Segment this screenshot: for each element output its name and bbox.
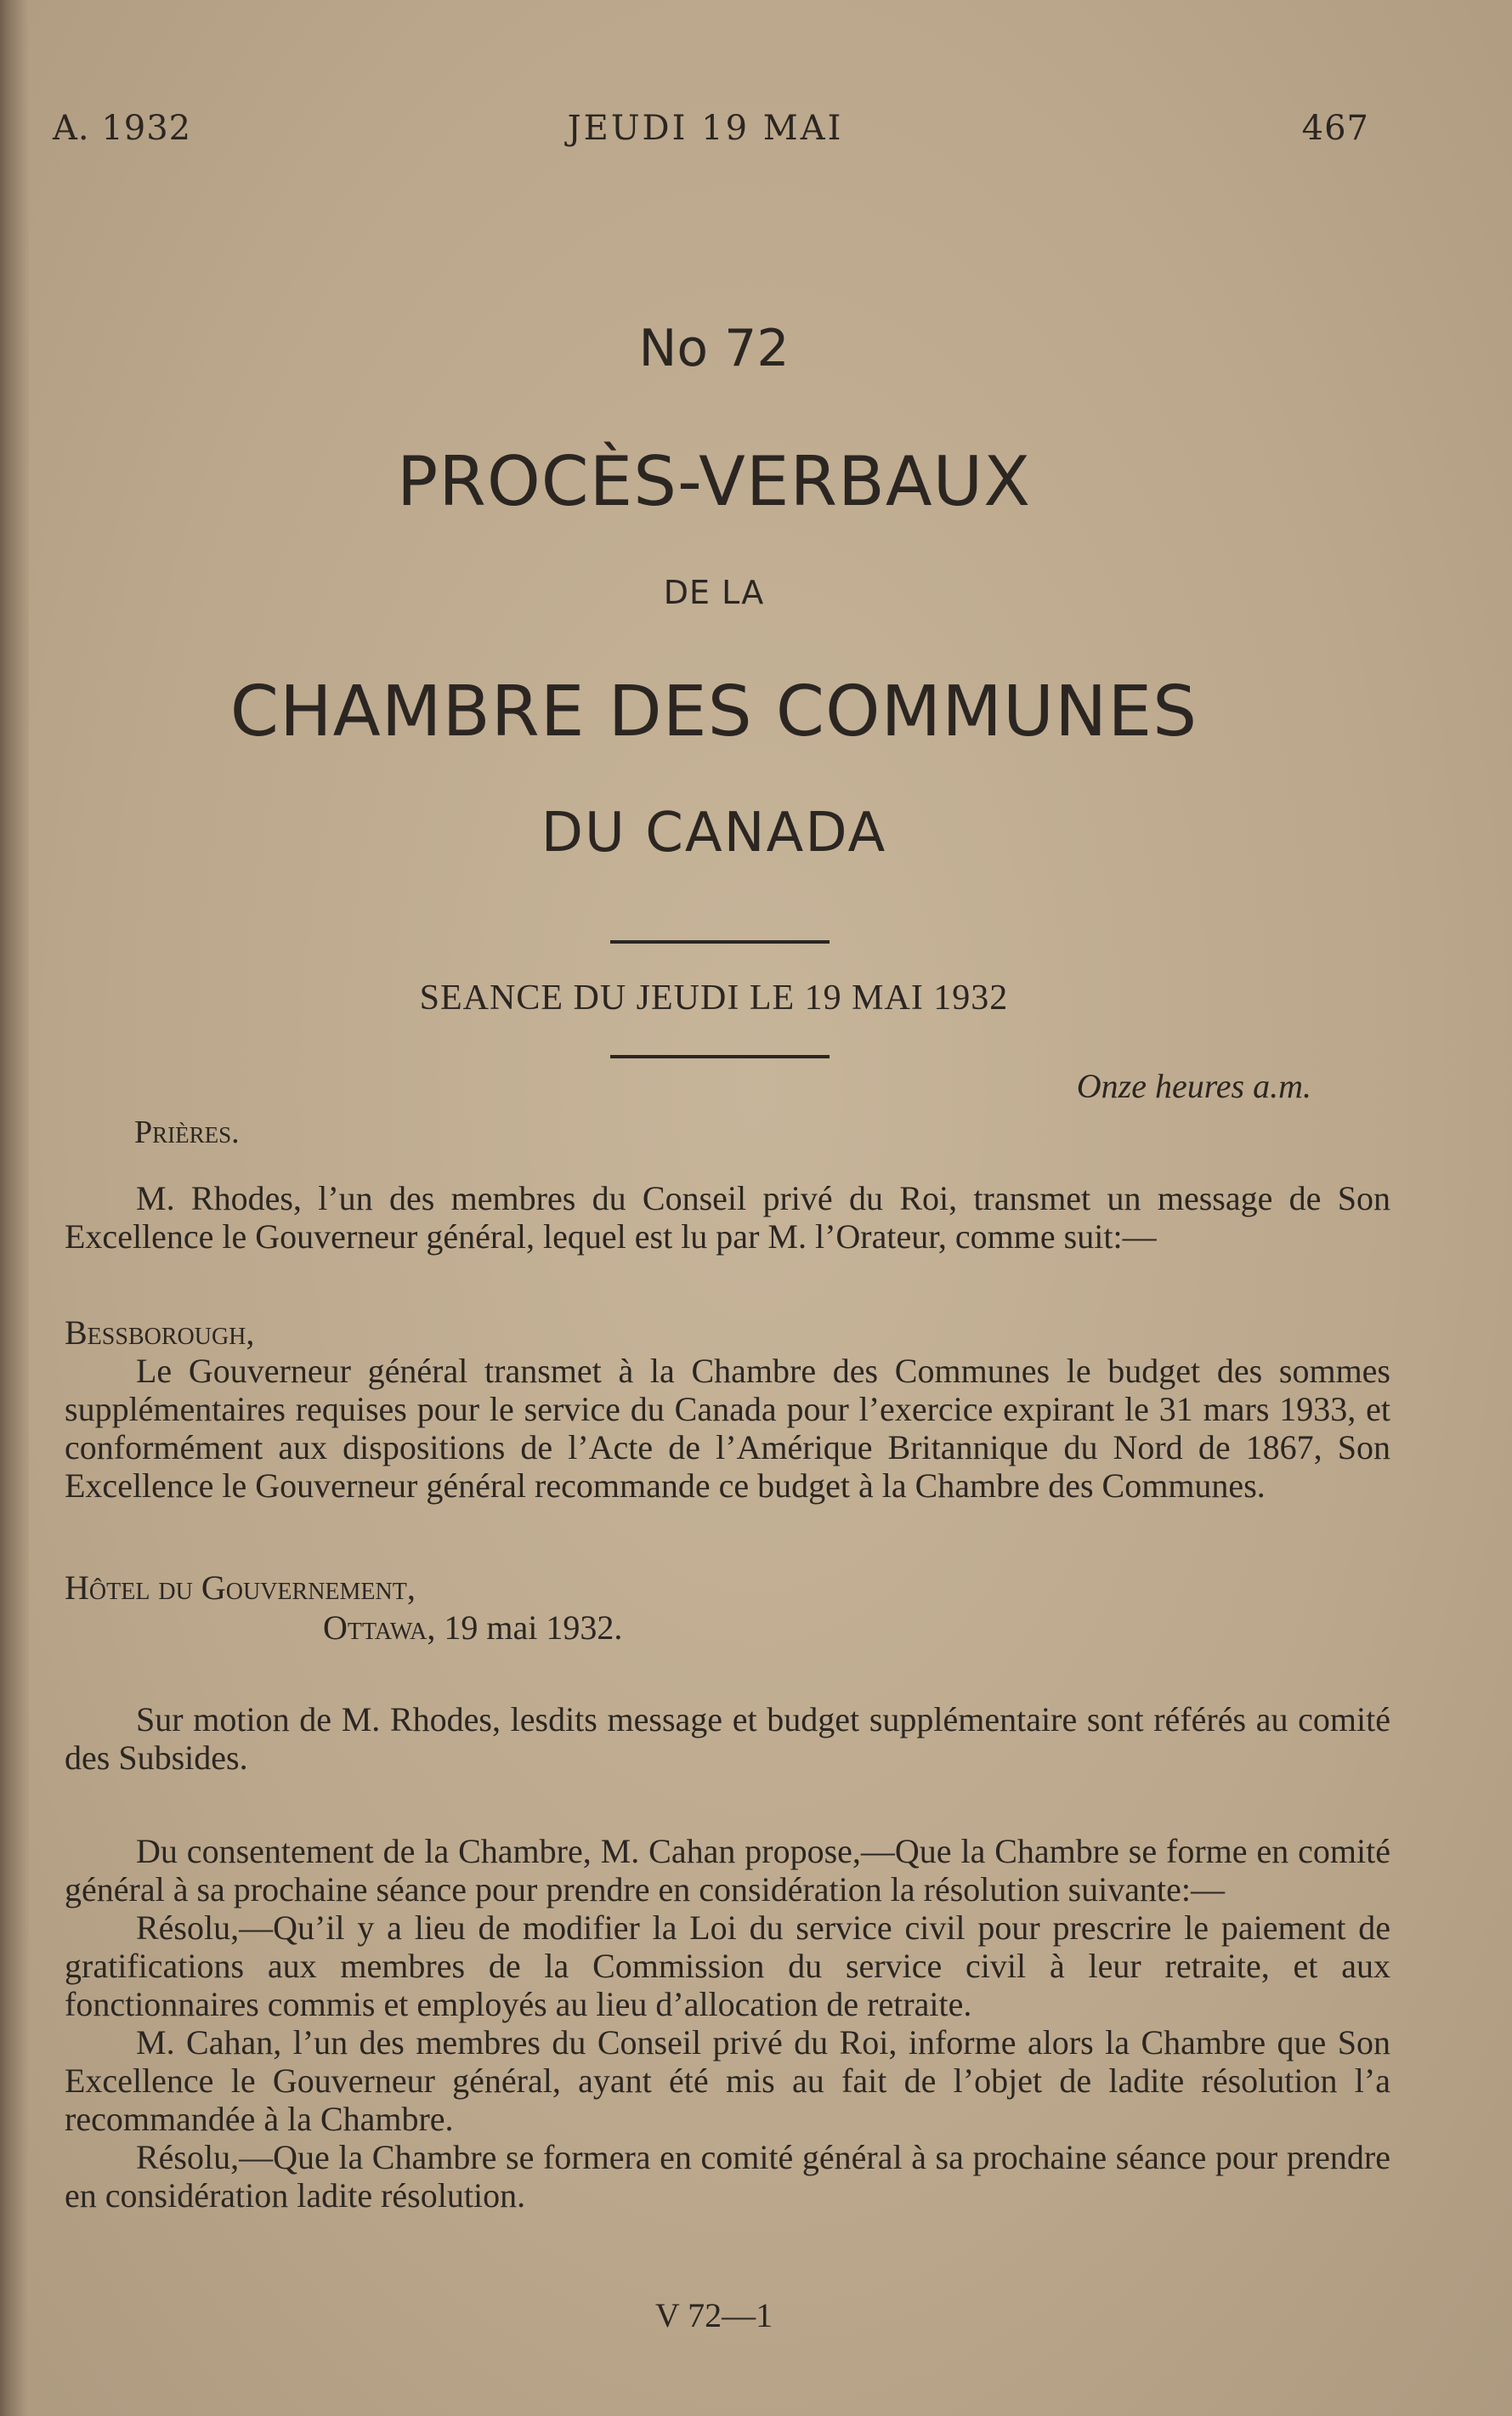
issue-number: No 72 — [638, 319, 790, 378]
message-date: 19 mai 1932. — [444, 1608, 623, 1647]
message-city: Ottawa, — [323, 1608, 436, 1647]
title-chambre: CHAMBRE DES COMMUNES — [229, 672, 1198, 752]
footer-signature: V 72—1 — [654, 2296, 773, 2334]
prayers-label: Prières. — [134, 1114, 240, 1150]
paragraph-text: Sur motion de M. Rhodes, lesdits message et budget supplémentaire sont référés au comité des Subsides. — [65, 1700, 1390, 1777]
paragraph-text: Résolu,—Que la Chambre se formera en comité général à sa prochaine séance pour prendre en considération ladite résolution. — [65, 2138, 1390, 2215]
message-city-date — [323, 1608, 1512, 1647]
divider-bottom — [610, 1055, 830, 1058]
signature-bessborough: Bessborough, — [65, 1313, 255, 1352]
header-year: A. 1932 — [53, 109, 192, 148]
session-heading: SEANCE DU JEUDI LE 19 MAI 1932 — [419, 978, 1009, 1018]
paragraph-text: Du consentement de la Chambre, M. Cahan propose,—Que la Chambre se forme en comité général à sa prochaine séance pour prendre en considération la résolution suivante:— — [65, 1832, 1390, 1908]
session-time: Onze heures a.m. — [1076, 1067, 1311, 1105]
title-canada: DU CANADA — [541, 802, 887, 865]
paragraph-text: M. Rhodes, l’un des membres du Conseil privé du Roi, transmet un message de Son Excellence le Gouverneur général, lequel est lu par M. l’Orateur, comme suit:— — [65, 1179, 1390, 1256]
paragraph-text: M. Cahan, l’un des membres du Conseil privé du Roi, informe alors la Chambre que Son Excellence le Gouverneur général, ayant été mis au fait de l’objet de ladite résolution l’a recommandée à la Chambre. — [65, 2023, 1390, 2138]
paragraph-text: Le Gouverneur général transmet à la Chambre des Communes le budget des sommes supplémentaires requises pour le service du Canada pour l’exercice expirant le 31 mars 1933, et conformément aux dispositions de l’Acte de l’Amérique Britannique du Nord de 1867, Son Excellence le Gouverneur général recommande ce budget à la Chambre des Communes. — [65, 1352, 1390, 1505]
title-proces-verbaux: PROCÈS-VERBAUX — [397, 442, 1031, 521]
header-date: JEUDI 19 MAI — [567, 109, 844, 148]
message-text — [65, 1352, 1390, 1505]
paragraph-motion — [65, 1700, 1390, 1777]
paragraph-text: Résolu,—Qu’il y a lieu de modifier la Loi du service civil pour prescrire le paiement de gratifications aux membres de la Commission du service civil à leur retraite, et aux fonctionnaires commis et employés au lieu d’allocation de retraite. — [65, 1908, 1390, 2023]
paragraph-rhodes-message — [65, 1179, 1390, 1256]
title-de-la: DE LA — [663, 574, 765, 611]
message-place: Hôtel du Gouvernement, — [65, 1568, 416, 1607]
paragraph-cahan — [65, 1832, 1390, 2215]
page-number: 467 — [1301, 109, 1369, 148]
divider-top — [610, 940, 830, 944]
